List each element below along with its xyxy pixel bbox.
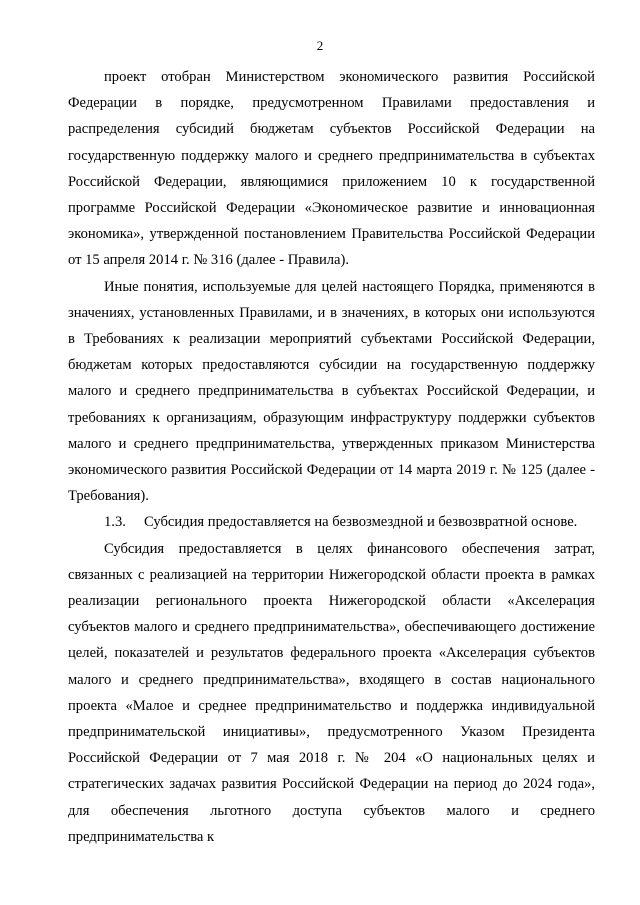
paragraph: проект отобран Министерством экономического развития Российской Федерации в порядке, предусмотренном Правилами предоставления и распределения субсидий бюджетам субъектов Российской Федерации на государственную поддержку малого и среднего предпринимательства в субъектах Российской Федерации, являющимися приложением 10 к государственной программе Российской Федерации «Экономическое развитие и инновационная экономика», утвержденной постановлением Правительства Российской Федерации от 15 апреля 2014 г. № 316 (далее - Правила). — [68, 69, 595, 269]
document-body — [68, 64, 595, 850]
paragraph: Субсидия предоставляется в целях финансового обеспечения затрат, связанных с реализацией на территории Нижегородской области проекта в рамках реализации регионального проекта Нижегородской области «Акселерация субъектов малого и среднего предпринимательства», обеспечивающего достижение целей, показателей и результатов федерального проекта «Акселерация субъектов малого и среднего предпринимательства», входящего в состав национального проекта «Малое и среднее предпринимательство и поддержка индивидуальной предпринимательской инициативы», предусмотренного Указом Президента Российской Федерации от 7 мая 2018 г. № 204 «О национальных целях и стратегических задачах развития Российской Федерации на период до 2024 года», для обеспечения льготного доступа субъектов малого и среднего предпринимательства к — [68, 540, 595, 845]
page-number: 2 — [316, 38, 324, 53]
clause-text: Субсидия предоставляется на безвозмездной и безвозвратной основе. — [144, 514, 578, 531]
clause-number: 1.3. — [104, 514, 126, 531]
numbered-paragraph — [68, 509, 595, 535]
paragraph: Иные понятия, используемые для целей настоящего Порядка, применяются в значениях, установленных Правилами, и в значениях, в которых они используются в Требованиях к реализации мероприятий субъектами Российской Федерации, бюджетам которых предоставляются субсидии на государственную поддержку малого и среднего предпринимательства в субъектах Российской Федерации, и требованиях к организациям, образующим инфраструктуру поддержки субъектов малого и среднего предпринимательства, утвержденных приказом Министерства экономического развития Российской Федерации от 14 марта 2019 г. № 125 (далее - Требования). — [68, 278, 595, 505]
